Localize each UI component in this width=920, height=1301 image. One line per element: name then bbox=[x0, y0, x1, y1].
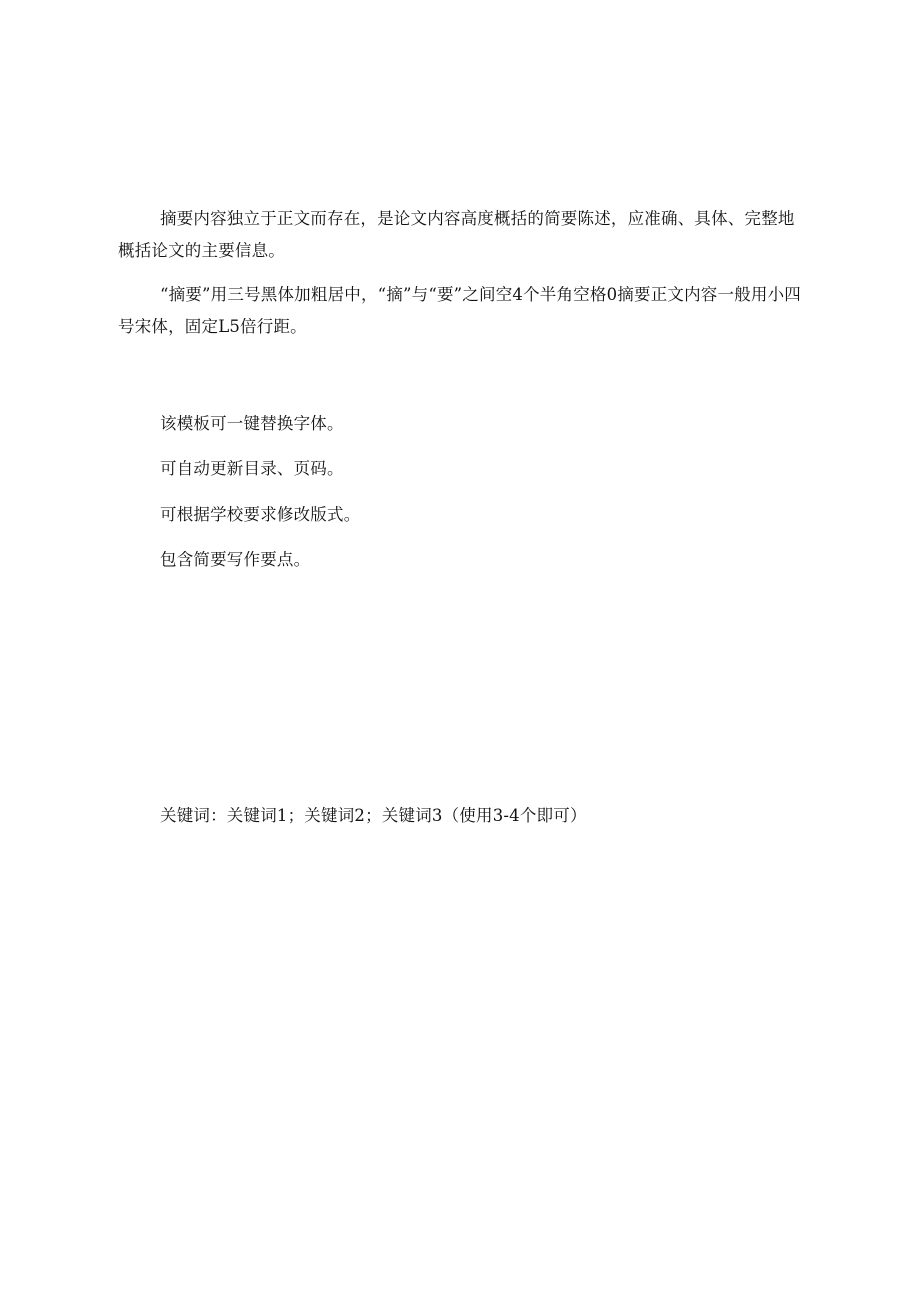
feature-line-1: 该模板可一键替换字体。 bbox=[160, 414, 344, 433]
abstract-paragraph-1: 摘要内容独立于正文而存在，是论文内容高度概括的简要陈述，应准确、具体、完整地概括论文的主要信息。 bbox=[118, 209, 795, 260]
feature-line-2: 可自动更新目录、页码。 bbox=[160, 459, 344, 478]
feature-line-4: 包含简要写作要点。 bbox=[160, 550, 311, 569]
abstract-paragraph-2: “摘要”用三号黑体加粗居中，“摘”与“要”之间空4个半角空格0摘要正文内容一般用小四号宋体，固定L5倍行距。 bbox=[118, 285, 802, 336]
feature-line-3: 可根据学校要求修改版式。 bbox=[160, 505, 361, 524]
keywords-line: 关键词：关键词1；关键词2；关键词3（使用3-4个即可） bbox=[160, 806, 587, 825]
